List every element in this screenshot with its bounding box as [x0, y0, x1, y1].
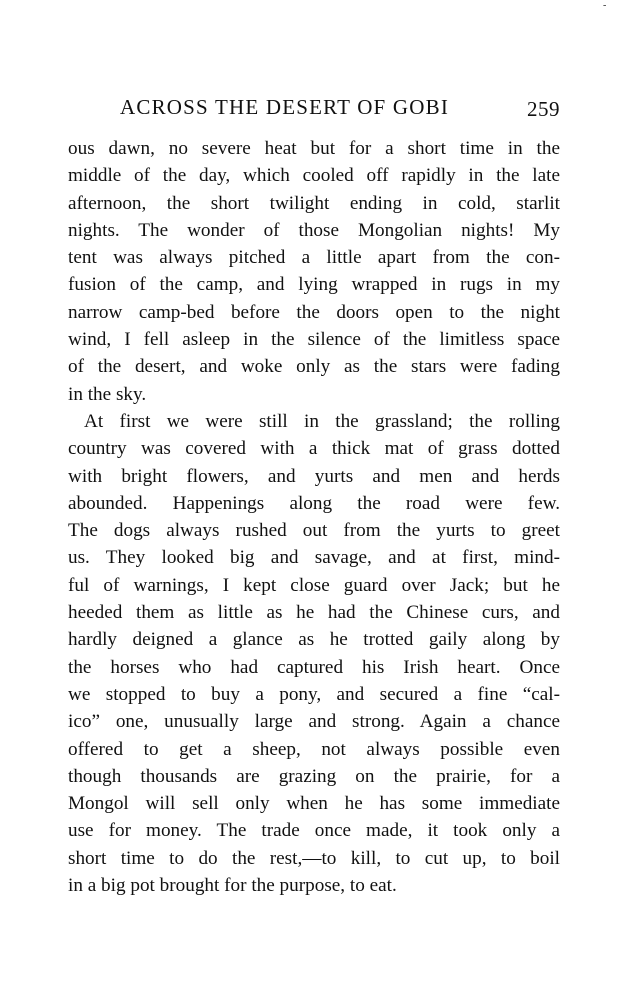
text-line: The dogs always rushed out from the yurts to greet: [68, 520, 560, 542]
text-line: short time to do the rest,—to kill, to cut up, to boil: [68, 847, 560, 869]
text-line: At first we were still in the grassland; the rolling: [84, 410, 560, 432]
text-line: nights. The wonder of those Mongolian nights! My: [68, 219, 560, 241]
text-line: heeded them as little as he had the Chinese curs, and: [68, 602, 560, 624]
text-line: we stopped to buy a pony, and secured a fine “cal-: [68, 683, 560, 705]
running-title: ACROSS THE DESERT OF GOBI: [120, 95, 450, 119]
body-text: [68, 135, 560, 899]
corner-mark: -: [603, 0, 607, 11]
text-line: narrow camp-bed before the doors open to the night: [68, 301, 560, 323]
text-line: of the desert, and woke only as the stars were fading: [68, 356, 560, 378]
running-head: [68, 95, 560, 125]
text-line: though thousands are grazing on the prairie, for a: [68, 765, 560, 787]
text-line: wind, I fell asleep in the silence of the limitless space: [68, 329, 560, 351]
text-line: use for money. The trade once made, it took only a: [68, 820, 560, 842]
text-line: ful of warnings, I kept close guard over Jack; but he: [68, 574, 560, 596]
text-line: in a big pot brought for the purpose, to eat.: [68, 875, 397, 897]
paragraph-2: [68, 408, 560, 899]
text-line: in the sky.: [68, 383, 147, 405]
page-number: 259: [527, 97, 560, 121]
text-line: the horses who had captured his Irish heart. Once: [68, 656, 560, 678]
text-line: afternoon, the short twilight ending in cold, starlit: [68, 192, 560, 214]
text-line: abounded. Happenings along the road were few.: [68, 492, 560, 514]
text-line: middle of the day, which cooled off rapidly in the late: [68, 165, 560, 187]
text-line: country was covered with a thick mat of grass dotted: [68, 438, 560, 460]
paragraph-1: [68, 135, 560, 408]
text-line: offered to get a sheep, not always possible even: [68, 738, 560, 760]
text-line: us. They looked big and savage, and at first, mind-: [68, 547, 560, 569]
text-line: Mongol will sell only when he has some immediate: [68, 793, 560, 815]
text-line: hardly deigned a glance as he trotted gaily along by: [68, 629, 560, 651]
text-line: ico” one, unusually large and strong. Again a chance: [68, 711, 560, 733]
text-line: with bright flowers, and yurts and men and herds: [68, 465, 560, 487]
text-line: ous dawn, no severe heat but for a short time in the: [68, 138, 560, 159]
text-line: tent was always pitched a little apart from the con-: [68, 247, 560, 269]
text-line: fusion of the camp, and lying wrapped in rugs in my: [68, 274, 560, 296]
